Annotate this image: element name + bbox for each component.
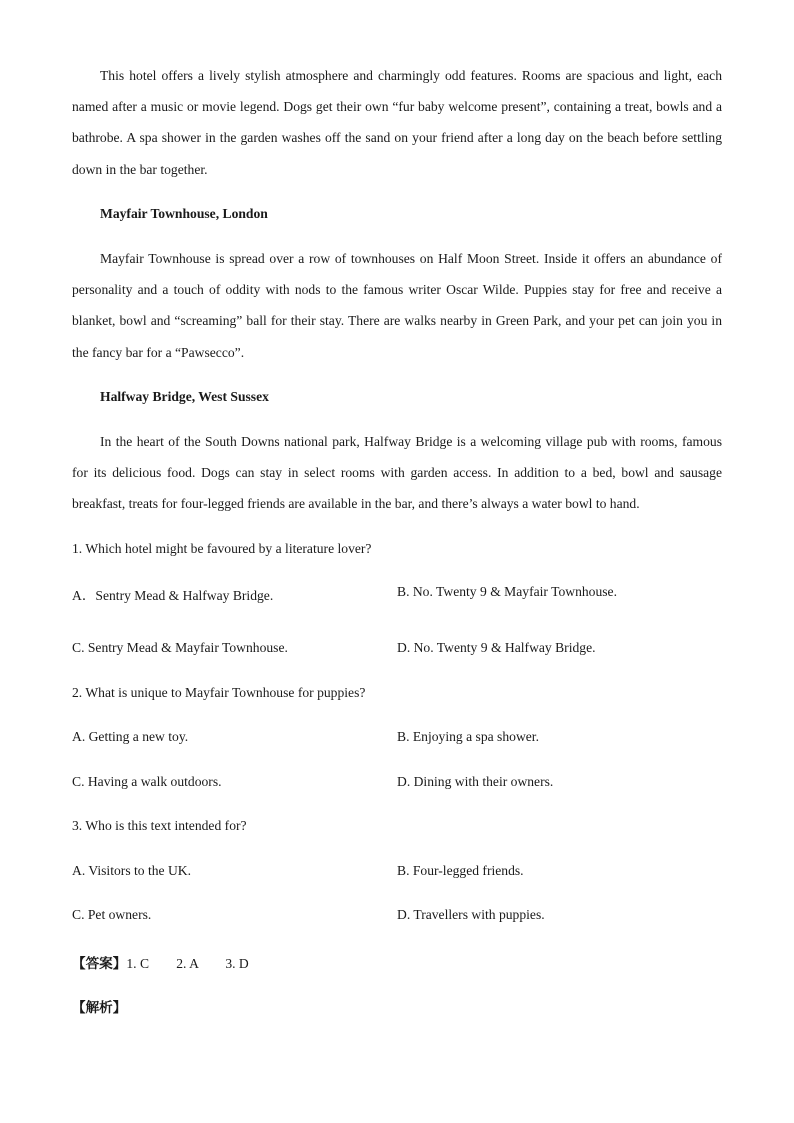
section-heading-mayfair: Mayfair Townhouse, London — [100, 206, 268, 221]
question-3-option-d: D. Travellers with puppies. — [397, 907, 545, 922]
question-3-prompt: 3. Who is this text intended for? — [72, 818, 247, 833]
question-2-option-a: A. Getting a new toy. — [72, 729, 189, 744]
answer-label: 【答案】 — [72, 956, 127, 972]
question-1-option-c: C. Sentry Mead & Mayfair Townhouse. — [72, 640, 288, 655]
intro-paragraph: This hotel offers a lively stylish atmosphere and charmingly odd features. Rooms are spacious and light, each named after a music or movie legend. Dogs get their own “fur baby welcome present”, containing a treat, bowls and a bathrobe. A spa shower in the garden washes off the sand on your friend after a long day on the beach before settling down in the bar together. — [72, 68, 722, 177]
question-3-option-c: C. Pet owners. — [72, 907, 152, 922]
section-heading-halfway: Halfway Bridge, West Sussex — [100, 389, 269, 404]
question-2-option-d: D. Dining with their owners. — [397, 774, 554, 789]
section-body-mayfair: Mayfair Townhouse is spread over a row of townhouses on Half Moon Street. Inside it offers an abundance of personality and a touch of oddity with nods to the famous writer Oscar Wilde. Puppies stay for free and receive a blanket, bowl and “screaming” ball for their stay. There are walks nearby in Green Park, and your pet can join you in the fancy bar for a “Pawsecco”. — [72, 251, 722, 360]
question-3-option-b: B. Four-legged friends. — [397, 863, 524, 878]
section-body-halfway: In the heart of the South Downs national park, Halfway Bridge is a welcoming village pub with rooms, famous for its delicious food. Dogs can stay in select rooms with garden access. In addition to a bed, bowl and sausage breakfast, treats for four-legged friends are available in the bar, and there’s always a water bowl to hand. — [72, 434, 722, 512]
analysis-heading — [72, 996, 126, 1016]
question-1-option-a: A．Sentry Mead & Halfway Bridge. — [72, 588, 274, 603]
question-1-prompt: 1. Which hotel might be favoured by a literature lover? — [72, 541, 372, 556]
question-2-option-b: B. Enjoying a spa shower. — [397, 729, 539, 744]
question-2-option-c: C. Having a walk outdoors. — [72, 774, 222, 789]
question-1-option-b: B. No. Twenty 9 & Mayfair Townhouse. — [397, 584, 617, 599]
question-3-option-a: A. Visitors to the UK. — [72, 863, 192, 878]
analysis-label: 【解析】 — [72, 1000, 127, 1016]
answer-values: 1. C 2. A 3. D — [126, 956, 249, 971]
question-1-option-d: D. No. Twenty 9 & Halfway Bridge. — [397, 640, 596, 655]
question-2-prompt: 2. What is unique to Mayfair Townhouse for puppies? — [72, 685, 366, 700]
answer-key — [72, 952, 249, 972]
